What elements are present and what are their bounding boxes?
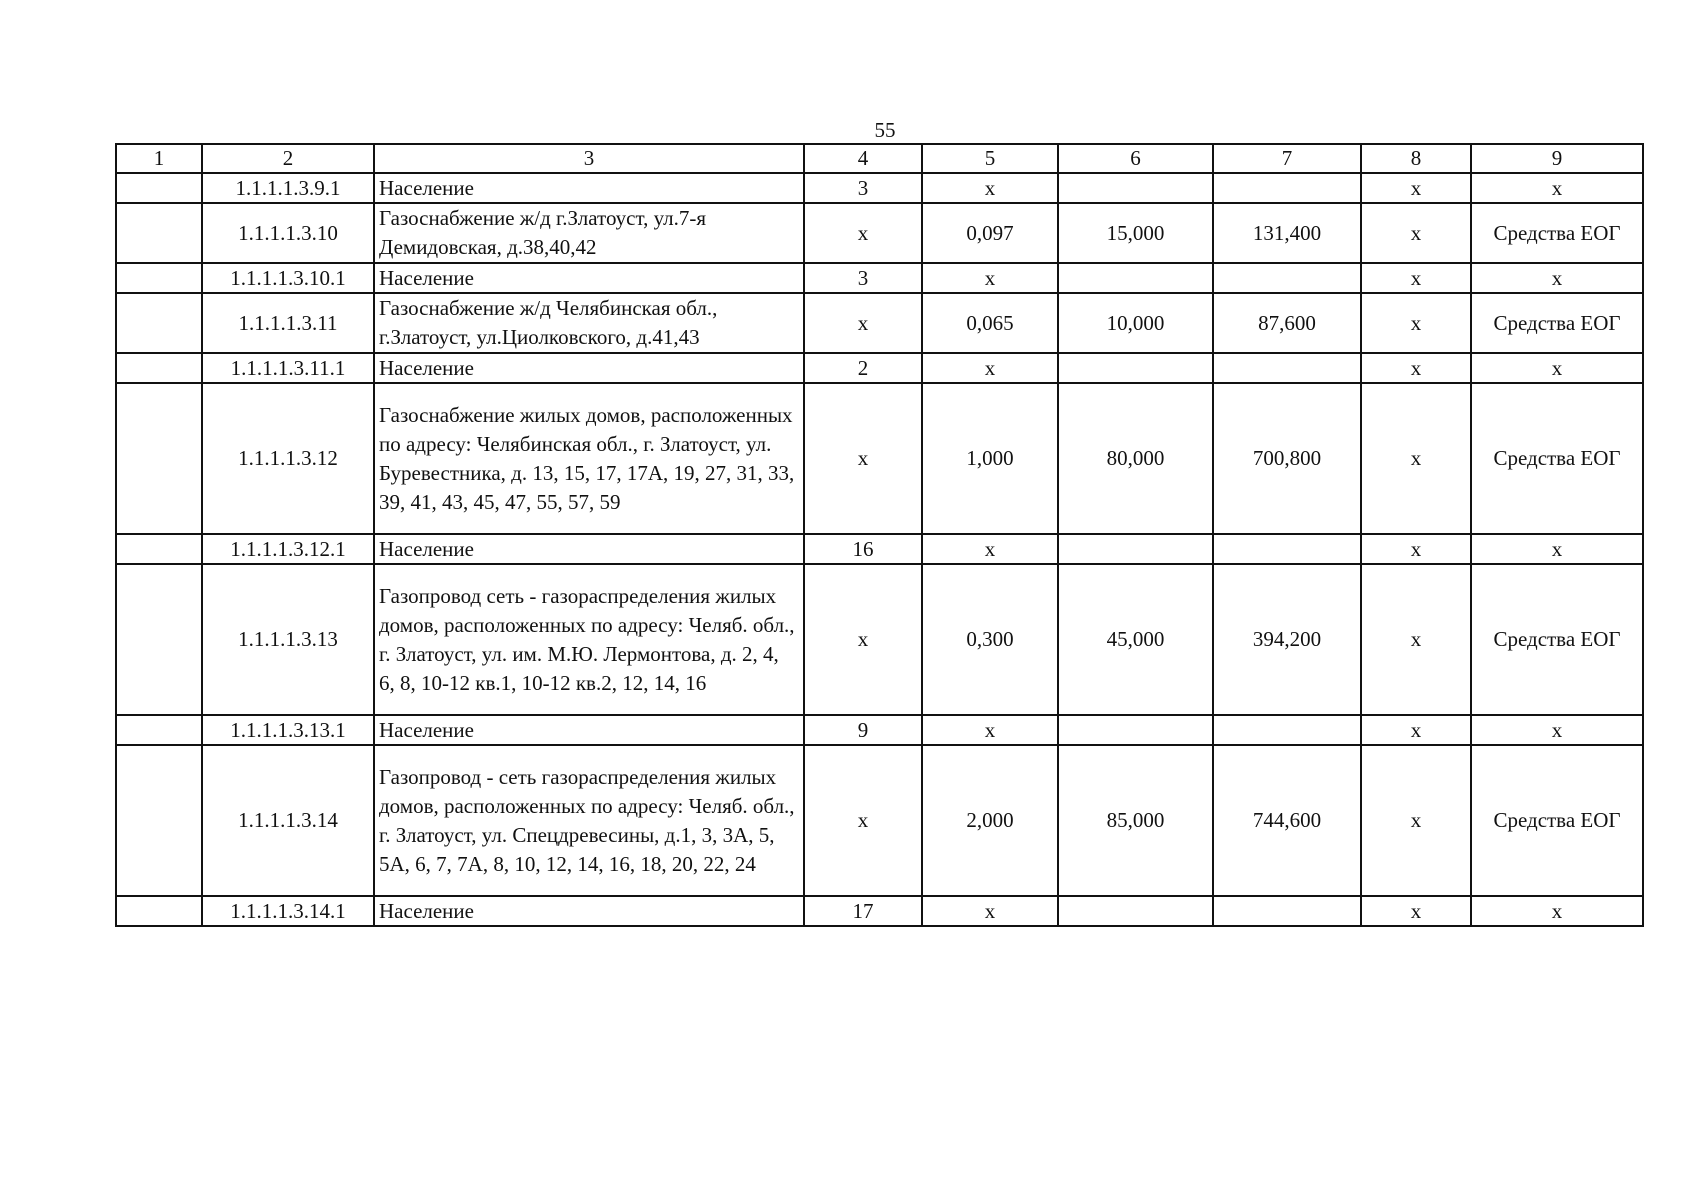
cell-col4: х (804, 564, 922, 715)
cell-col7: 87,600 (1213, 293, 1361, 353)
cell-source: х (1471, 896, 1643, 926)
cell-description: Население (374, 353, 804, 383)
cell-col7 (1213, 263, 1361, 293)
cell-index (116, 715, 202, 745)
cell-col6 (1058, 173, 1213, 203)
column-header: 6 (1058, 144, 1213, 173)
column-header: 7 (1213, 144, 1361, 173)
column-header: 2 (202, 144, 374, 173)
column-header: 9 (1471, 144, 1643, 173)
cell-col5: 1,000 (922, 383, 1058, 534)
cell-col6: 80,000 (1058, 383, 1213, 534)
cell-description: Население (374, 263, 804, 293)
cell-source: Средства ЕОГ (1471, 383, 1643, 534)
cell-col7 (1213, 715, 1361, 745)
cell-col7: 131,400 (1213, 203, 1361, 263)
table-row (116, 534, 1643, 564)
cell-source: х (1471, 263, 1643, 293)
cell-col4: 17 (804, 896, 922, 926)
cell-col8: х (1361, 173, 1471, 203)
cell-col5: х (922, 534, 1058, 564)
table-row (116, 263, 1643, 293)
page-number: 55 (874, 118, 896, 142)
cell-col5: х (922, 173, 1058, 203)
cell-col8: х (1361, 715, 1471, 745)
cell-index (116, 353, 202, 383)
table-header-row (116, 144, 1643, 173)
cell-col8: х (1361, 383, 1471, 534)
cell-col8: х (1361, 203, 1471, 263)
table-row (116, 745, 1643, 896)
column-header: 5 (922, 144, 1058, 173)
cell-code: 1.1.1.1.3.14.1 (202, 896, 374, 926)
cell-index (116, 383, 202, 534)
cell-source: Средства ЕОГ (1471, 745, 1643, 896)
data-table (115, 143, 1644, 927)
cell-index (116, 564, 202, 715)
cell-source: х (1471, 534, 1643, 564)
cell-code: 1.1.1.1.3.11 (202, 293, 374, 353)
cell-col6: 85,000 (1058, 745, 1213, 896)
cell-col5: х (922, 353, 1058, 383)
table-row (116, 383, 1643, 534)
cell-col4: 3 (804, 263, 922, 293)
cell-col8: х (1361, 564, 1471, 715)
cell-col5: х (922, 896, 1058, 926)
cell-description: Население (374, 896, 804, 926)
table-row (116, 353, 1643, 383)
cell-col6: 45,000 (1058, 564, 1213, 715)
cell-code: 1.1.1.1.3.13 (202, 564, 374, 715)
cell-source: Средства ЕОГ (1471, 203, 1643, 263)
cell-index (116, 896, 202, 926)
cell-code: 1.1.1.1.3.9.1 (202, 173, 374, 203)
cell-description: Газоснабжение жилых домов, расположенных по адресу: Челябинская обл., г. Златоуст, ул. Буревестника, д. 13, 15, 17, 17А, 19, 27, 31, 33, 39, 41, 43, 45, 47, 55, 57, 59 (374, 383, 804, 534)
cell-source: Средства ЕОГ (1471, 293, 1643, 353)
cell-description: Газопровод сеть - газораспределения жилых домов, расположенных по адресу: Челяб. обл., г. Златоуст, ул. им. М.Ю. Лермонтова, д. 2, 4, 6, 8, 10-12 кв.1, 10-12 кв.2, 12, 14, 16 (374, 564, 804, 715)
cell-col6: 10,000 (1058, 293, 1213, 353)
cell-code: 1.1.1.1.3.13.1 (202, 715, 374, 745)
cell-code: 1.1.1.1.3.10.1 (202, 263, 374, 293)
cell-description: Газопровод - сеть газораспределения жилых домов, расположенных по адресу: Челяб. обл., г. Златоуст, ул. Спецдревесины, д.1, 3, 3А, 5, 5А, 6, 7, 7А, 8, 10, 12, 14, 16, 18, 20, 22, 24 (374, 745, 804, 896)
cell-col6 (1058, 896, 1213, 926)
cell-description: Население (374, 534, 804, 564)
cell-col6: 15,000 (1058, 203, 1213, 263)
cell-index (116, 173, 202, 203)
column-header: 4 (804, 144, 922, 173)
cell-col7 (1213, 896, 1361, 926)
cell-col7: 700,800 (1213, 383, 1361, 534)
cell-col8: х (1361, 293, 1471, 353)
cell-code: 1.1.1.1.3.14 (202, 745, 374, 896)
cell-source: Средства ЕОГ (1471, 564, 1643, 715)
table-row (116, 715, 1643, 745)
cell-code: 1.1.1.1.3.11.1 (202, 353, 374, 383)
cell-description: Население (374, 173, 804, 203)
cell-description: Население (374, 715, 804, 745)
table-row (116, 293, 1643, 353)
cell-index (116, 293, 202, 353)
cell-code: 1.1.1.1.3.12 (202, 383, 374, 534)
cell-col6 (1058, 534, 1213, 564)
cell-col6 (1058, 353, 1213, 383)
table-row (116, 173, 1643, 203)
cell-index (116, 263, 202, 293)
cell-col5: 0,300 (922, 564, 1058, 715)
cell-index (116, 534, 202, 564)
cell-col4: 2 (804, 353, 922, 383)
column-header: 3 (374, 144, 804, 173)
cell-description: Газоснабжение ж/д Челябинская обл., г.Златоуст, ул.Циолковского, д.41,43 (374, 293, 804, 353)
cell-col7: 744,600 (1213, 745, 1361, 896)
cell-col7 (1213, 173, 1361, 203)
cell-col6 (1058, 263, 1213, 293)
cell-col4: х (804, 383, 922, 534)
cell-col7 (1213, 353, 1361, 383)
cell-col5: 0,097 (922, 203, 1058, 263)
table-row (116, 564, 1643, 715)
cell-description: Газоснабжение ж/д г.Златоуст, ул.7-я Демидовская, д.38,40,42 (374, 203, 804, 263)
cell-col7 (1213, 534, 1361, 564)
cell-source: х (1471, 173, 1643, 203)
cell-index (116, 745, 202, 896)
cell-col4: 9 (804, 715, 922, 745)
cell-col4: х (804, 293, 922, 353)
cell-col4: 16 (804, 534, 922, 564)
cell-col8: х (1361, 534, 1471, 564)
cell-col4: х (804, 203, 922, 263)
cell-col8: х (1361, 353, 1471, 383)
cell-col8: х (1361, 263, 1471, 293)
column-header: 8 (1361, 144, 1471, 173)
cell-source: х (1471, 353, 1643, 383)
cell-code: 1.1.1.1.3.12.1 (202, 534, 374, 564)
cell-index (116, 203, 202, 263)
cell-code: 1.1.1.1.3.10 (202, 203, 374, 263)
cell-col7: 394,200 (1213, 564, 1361, 715)
cell-col6 (1058, 715, 1213, 745)
cell-col8: х (1361, 896, 1471, 926)
cell-col5: 2,000 (922, 745, 1058, 896)
cell-col8: х (1361, 745, 1471, 896)
cell-col5: х (922, 263, 1058, 293)
table-row (116, 896, 1643, 926)
cell-col4: х (804, 745, 922, 896)
cell-col5: 0,065 (922, 293, 1058, 353)
cell-source: х (1471, 715, 1643, 745)
table-row (116, 203, 1643, 263)
cell-col4: 3 (804, 173, 922, 203)
cell-col5: х (922, 715, 1058, 745)
column-header: 1 (116, 144, 202, 173)
